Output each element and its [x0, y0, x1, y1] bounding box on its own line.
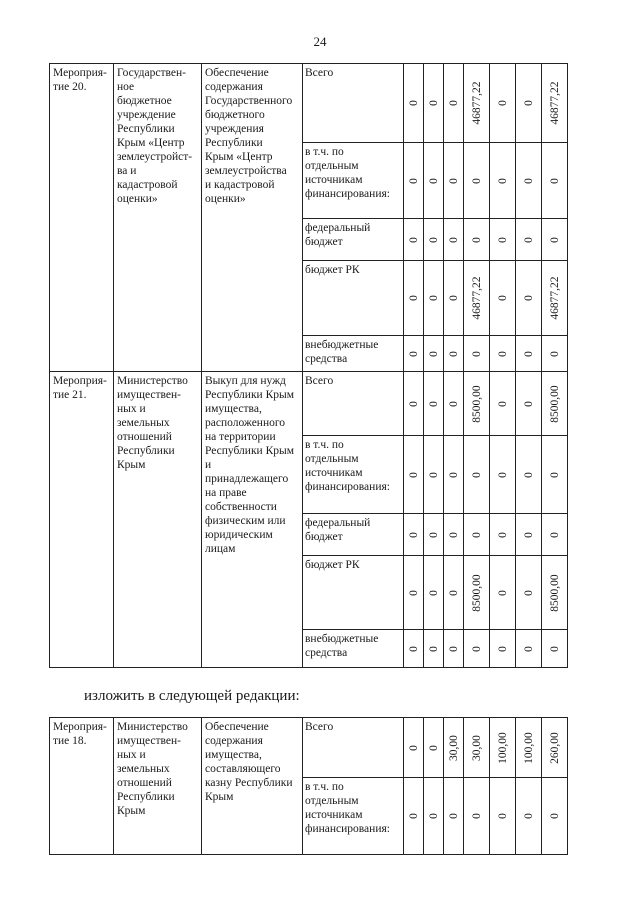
value-cell: 0: [444, 556, 464, 630]
value-cell: 46877,22: [464, 64, 490, 143]
value-cell: 0: [542, 143, 568, 219]
value-cell: 0: [424, 718, 444, 778]
value-cell: 0: [424, 556, 444, 630]
value-cell: 0: [516, 336, 542, 372]
value-cell: 0: [444, 436, 464, 514]
value-cell: 0: [424, 778, 444, 855]
value-cell: 0: [404, 514, 424, 556]
value-cell: 0: [424, 630, 444, 668]
value-cell: 100,00: [490, 718, 516, 778]
table-row: [50, 64, 568, 143]
content-cell: Обеспечение содержания имущества, составляющего казну Республики Крым: [202, 718, 303, 855]
value-cell: 0: [542, 778, 568, 855]
measure-cell: Мероприя- тие 20.: [50, 64, 114, 372]
executor-cell: Министерство имуществен- ных и земельных отношений Республики Крым: [114, 372, 202, 668]
source-label: внебюджетные средства: [303, 336, 404, 372]
value-cell: 0: [424, 143, 444, 219]
value-cell: 0: [490, 336, 516, 372]
value-cell: 8500,00: [464, 372, 490, 436]
value-cell: 0: [444, 778, 464, 855]
value-cell: 0: [516, 630, 542, 668]
value-cell: 46877,22: [542, 261, 568, 336]
value-cell: 0: [424, 336, 444, 372]
value-cell: 0: [542, 514, 568, 556]
content-cell: Выкуп для нужд Республики Крым имущества, расположенного на территории Республики Крым и принадлежащего на праве собственности физическим или юридическим лицам: [202, 372, 303, 668]
value-cell: 0: [404, 556, 424, 630]
value-cell: 8500,00: [542, 372, 568, 436]
measure-cell: Мероприя- тие 21.: [50, 372, 114, 668]
value-cell: 0: [424, 64, 444, 143]
source-label: федеральный бюджет: [303, 219, 404, 261]
value-cell: 0: [490, 436, 516, 514]
value-cell: 100,00: [516, 718, 542, 778]
source-label: Всего: [303, 718, 404, 778]
value-cell: 0: [464, 514, 490, 556]
value-cell: 0: [490, 143, 516, 219]
value-cell: 0: [464, 778, 490, 855]
value-cell: 46877,22: [464, 261, 490, 336]
source-label: в т.ч. по отдельным источникам финансирования:: [303, 778, 404, 855]
value-cell: 0: [516, 261, 542, 336]
value-cell: 0: [542, 219, 568, 261]
source-label: в т.ч. по отдельным источникам финансирования:: [303, 436, 404, 514]
value-cell: 0: [444, 143, 464, 219]
value-cell: 0: [444, 372, 464, 436]
value-cell: 0: [444, 630, 464, 668]
value-cell: 0: [516, 64, 542, 143]
value-cell: 8500,00: [464, 556, 490, 630]
value-cell: 0: [424, 436, 444, 514]
value-cell: 0: [516, 143, 542, 219]
executor-cell: Государствен- ное бюджетное учреждение Республики Крым «Центр землеустройст- ва и кадастровой оценки»: [114, 64, 202, 372]
financing-table-1: [49, 63, 568, 668]
value-cell: 0: [464, 143, 490, 219]
value-cell: 0: [404, 718, 424, 778]
value-cell: 0: [444, 336, 464, 372]
measure-cell: Мероприя- тие 18.: [50, 718, 114, 855]
value-cell: 0: [444, 219, 464, 261]
value-cell: 0: [444, 514, 464, 556]
value-cell: 46877,22: [542, 64, 568, 143]
value-cell: 0: [490, 372, 516, 436]
value-cell: 0: [404, 630, 424, 668]
value-cell: 0: [404, 64, 424, 143]
value-cell: 30,00: [464, 718, 490, 778]
value-cell: 8500,00: [542, 556, 568, 630]
value-cell: 0: [490, 261, 516, 336]
value-cell: 0: [542, 336, 568, 372]
page-number: 24: [313, 34, 327, 49]
source-label: бюджет РК: [303, 261, 404, 336]
value-cell: 0: [404, 778, 424, 855]
value-cell: 0: [444, 64, 464, 143]
value-cell: 0: [464, 219, 490, 261]
transition-text: изложить в следующей редакции:: [84, 688, 300, 704]
source-label: Всего: [303, 372, 404, 436]
value-cell: 0: [404, 336, 424, 372]
value-cell: 0: [542, 630, 568, 668]
value-cell: 0: [490, 64, 516, 143]
value-cell: 0: [516, 436, 542, 514]
value-cell: 0: [404, 261, 424, 336]
value-cell: 0: [516, 556, 542, 630]
executor-cell: Министерство имуществен- ных и земельных отношений Республики Крым: [114, 718, 202, 855]
value-cell: 0: [490, 778, 516, 855]
source-label: в т.ч. по отдельным источникам финансирования:: [303, 143, 404, 219]
value-cell: 0: [542, 436, 568, 514]
value-cell: 0: [424, 514, 444, 556]
table-row: [50, 372, 568, 436]
value-cell: 260,00: [542, 718, 568, 778]
value-cell: 0: [516, 778, 542, 855]
value-cell: 0: [490, 219, 516, 261]
value-cell: 30,00: [444, 718, 464, 778]
value-cell: 0: [404, 436, 424, 514]
value-cell: 0: [490, 630, 516, 668]
value-cell: 0: [490, 556, 516, 630]
value-cell: 0: [464, 336, 490, 372]
source-label: федеральный бюджет: [303, 514, 404, 556]
value-cell: 0: [424, 261, 444, 336]
value-cell: 0: [424, 372, 444, 436]
value-cell: 0: [444, 261, 464, 336]
value-cell: 0: [490, 514, 516, 556]
value-cell: 0: [464, 436, 490, 514]
table-row: [50, 718, 568, 778]
source-label: бюджет РК: [303, 556, 404, 630]
value-cell: 0: [424, 219, 444, 261]
source-label: Всего: [303, 64, 404, 143]
value-cell: 0: [404, 372, 424, 436]
value-cell: 0: [516, 219, 542, 261]
source-label: внебюджетные средства: [303, 630, 404, 668]
value-cell: 0: [404, 143, 424, 219]
financing-table-2: [49, 717, 568, 855]
value-cell: 0: [516, 514, 542, 556]
content-cell: Обеспечение содержания Государственного бюджетного учреждения Республики Крым «Центр землеустройства и кадастровой оценки»: [202, 64, 303, 372]
value-cell: 0: [464, 630, 490, 668]
value-cell: 0: [516, 372, 542, 436]
value-cell: 0: [404, 219, 424, 261]
